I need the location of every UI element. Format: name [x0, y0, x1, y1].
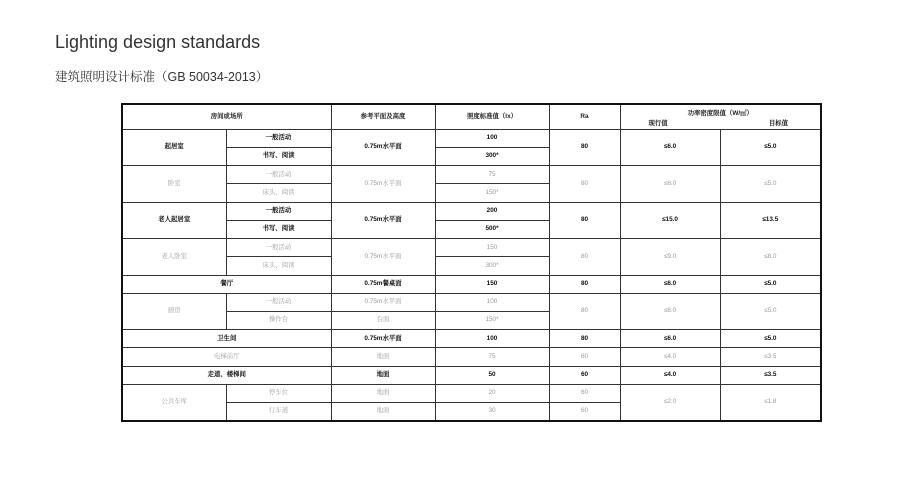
lux-value: 200	[435, 202, 549, 220]
reference-plane: 地面	[331, 366, 435, 384]
current-value: ≤6.0	[620, 129, 720, 165]
reference-plane: 0.75m水平面	[331, 166, 435, 202]
lux-value: 50	[435, 366, 549, 384]
lux-value: 150*	[435, 184, 549, 202]
reference-plane: 地面	[331, 348, 435, 366]
lux-value: 75	[435, 166, 549, 184]
current-value: ≤6.0	[620, 330, 720, 348]
activity: 书写、阅读	[226, 148, 331, 166]
lux-value: 20	[435, 384, 549, 402]
activity: 一般活动	[226, 166, 331, 184]
lux-value: 100	[435, 129, 549, 147]
table-row	[122, 384, 821, 402]
target-value: ≤5.0	[720, 166, 821, 202]
reference-plane: 0.75m水平面	[331, 202, 435, 238]
header-current-value: 现行值	[648, 120, 668, 127]
lux-value: 500*	[435, 220, 549, 238]
page-title: Lighting design standards	[55, 32, 261, 52]
room-name: 餐厅	[122, 275, 331, 293]
activity: 操作台	[226, 312, 331, 330]
target-value: ≤8.0	[720, 239, 821, 275]
activity: 一般活动	[226, 293, 331, 311]
activity: 一般活动	[226, 129, 331, 147]
header-plane: 参考平面及高度	[331, 104, 435, 129]
current-value: ≤6.0	[620, 166, 720, 202]
ra-value: 80	[549, 202, 620, 238]
room-name: 走道、楼梯间	[122, 366, 331, 384]
room-name: 起居室	[122, 129, 226, 165]
table-row	[122, 202, 821, 220]
reference-plane: 0.75m餐桌面	[331, 275, 435, 293]
current-value: ≤6.0	[620, 293, 720, 329]
table-row	[122, 293, 821, 311]
table-row	[122, 366, 821, 384]
reference-plane: 0.75m水平面	[331, 330, 435, 348]
lux-value: 75	[435, 348, 549, 366]
lux-value: 300*	[435, 148, 549, 166]
ra-value: 80	[549, 239, 620, 275]
reference-plane: 0.75m水平面	[331, 129, 435, 165]
current-value: ≤9.0	[620, 239, 720, 275]
lux-value: 150*	[435, 312, 549, 330]
page-subtitle: 建筑照明设计标准（GB 50034-2013）	[55, 70, 269, 84]
current-value: ≤4.0	[620, 366, 720, 384]
reference-plane: 地面	[331, 384, 435, 402]
target-value: ≤3.5	[720, 348, 821, 366]
lux-value: 300*	[435, 257, 549, 275]
table-row	[122, 275, 821, 293]
table-row	[122, 239, 821, 257]
reference-plane: 地面	[331, 403, 435, 421]
target-value: ≤5.0	[720, 293, 821, 329]
current-value: ≤2.0	[620, 384, 720, 421]
room-name: 老人卧室	[122, 239, 226, 275]
lux-value: 100	[435, 293, 549, 311]
lux-value: 150	[435, 275, 549, 293]
activity: 一般活动	[226, 239, 331, 257]
table-row	[122, 129, 821, 147]
room-name: 卧室	[122, 166, 226, 202]
header-room: 房间或场所	[122, 104, 331, 129]
activity: 床头、阅读	[226, 184, 331, 202]
header-ra: Ra	[549, 104, 620, 129]
header-target-value: 目标值	[768, 120, 789, 127]
activity: 床头、阅读	[226, 257, 331, 275]
room-name: 老人起居室	[122, 202, 226, 238]
target-value: ≤1.8	[720, 384, 821, 421]
room-name: 厨房	[122, 293, 226, 329]
activity: 一般活动	[226, 202, 331, 220]
reference-plane: 0.75m水平面	[331, 293, 435, 311]
ra-value: 80	[549, 129, 620, 165]
current-value: ≤15.0	[620, 202, 720, 238]
ra-value: 60	[549, 366, 620, 384]
header-power-density	[620, 104, 821, 129]
activity: 停车位	[226, 384, 331, 402]
current-value: ≤4.0	[620, 348, 720, 366]
lux-value: 100	[435, 330, 549, 348]
ra-value: 80	[549, 330, 620, 348]
activity: 行车道	[226, 403, 331, 421]
table-row	[122, 330, 821, 348]
ra-value: 80	[549, 275, 620, 293]
header-lux: 照度标准值（lx）	[435, 104, 549, 129]
activity: 书写、阅读	[226, 220, 331, 238]
table-row	[122, 348, 821, 366]
reference-plane: 台面	[331, 312, 435, 330]
header-power-density-label: 功率密度限值（W/㎡）	[687, 110, 753, 117]
table-row	[122, 166, 821, 184]
current-value: ≤6.0	[620, 275, 720, 293]
room-name: 公共车库	[122, 384, 226, 421]
lux-value: 150	[435, 239, 549, 257]
lighting-standards-table	[121, 103, 822, 422]
ra-value: 80	[549, 293, 620, 329]
ra-value: 80	[549, 166, 620, 202]
target-value: ≤5.0	[720, 275, 821, 293]
reference-plane: 0.75m水平面	[331, 239, 435, 275]
target-value: ≤5.0	[720, 129, 821, 165]
room-name: 电梯前厅	[122, 348, 331, 366]
ra-value: 60	[549, 384, 620, 402]
room-name: 卫生间	[122, 330, 331, 348]
ra-value: 60	[549, 403, 620, 421]
ra-value: 60	[549, 348, 620, 366]
target-value: ≤13.5	[720, 202, 821, 238]
target-value: ≤5.0	[720, 330, 821, 348]
lux-value: 30	[435, 403, 549, 421]
target-value: ≤3.5	[720, 366, 821, 384]
table-header-row	[122, 104, 821, 129]
